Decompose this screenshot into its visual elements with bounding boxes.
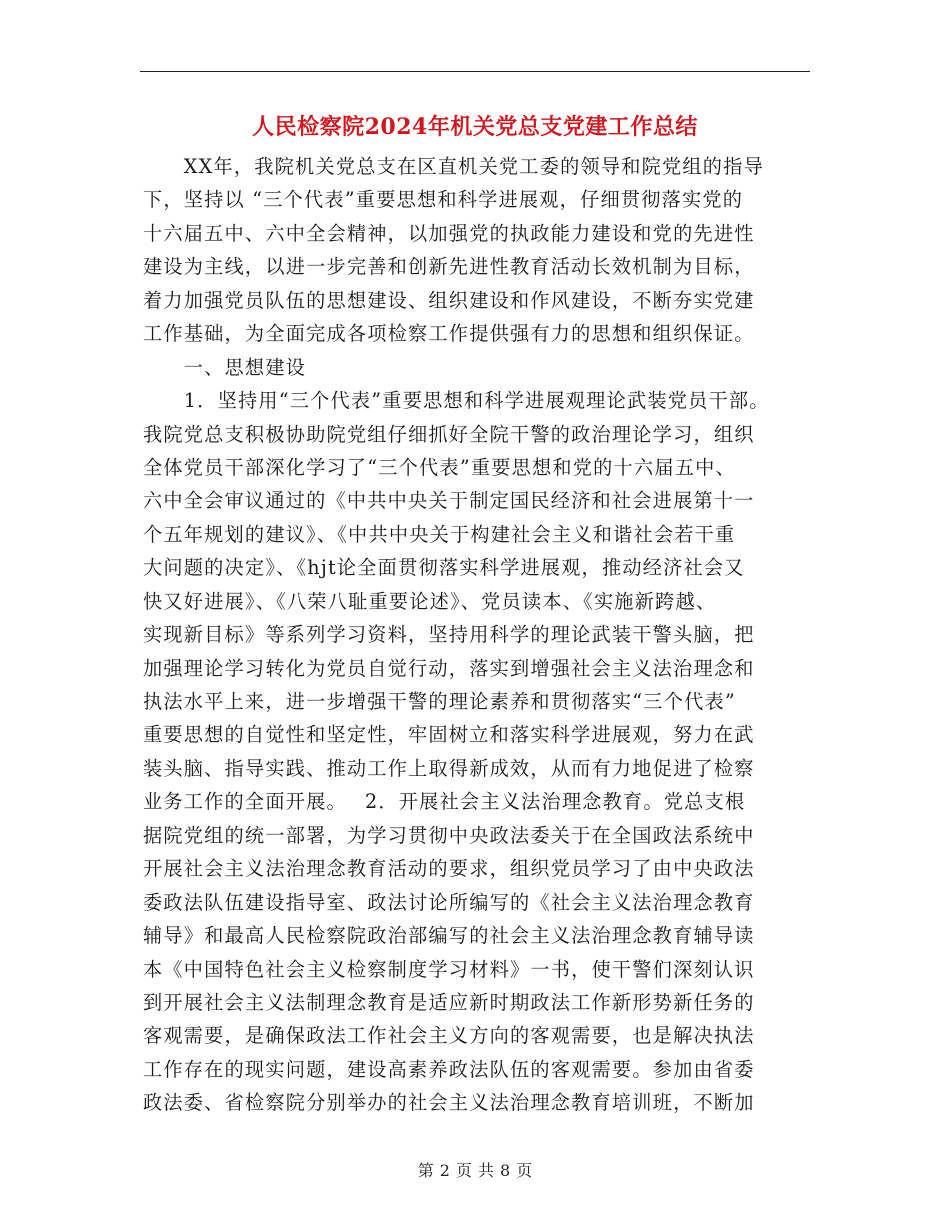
body-line: 到开展社会主义法制理念教育是适应新时期政法工作新形势新任务的 xyxy=(143,990,755,1014)
body-line: 客观需要，是确保政法工作社会主义方向的客观需要，也是解决执法 xyxy=(143,1024,755,1048)
body-line: 快又好进展》、《八荣八耻重要论述》、党员读本、《实施新跨越、 xyxy=(143,589,717,613)
body-line: 我院党总支积极协助院党组仔细抓好全院干警的政治理论学习，组织 xyxy=(143,422,755,446)
body-line: 加强理论学习转化为党员自觉行动，落实到增强社会主义法治理念和 xyxy=(143,656,755,680)
page-footer xyxy=(0,1158,950,1181)
body-line: 辅导》和最高人民检察院政治部编写的社会主义法治理念教育辅导读 xyxy=(143,924,755,948)
body-line: 重要思想的自觉性和坚定性，牢固树立和落实科学进展观，努力在武 xyxy=(143,723,755,747)
page-unit: 页 xyxy=(455,1161,472,1180)
document-body xyxy=(143,150,853,1120)
page-prefix: 第 xyxy=(417,1161,434,1180)
body-line: 业务工作的全面开展。 2．开展社会主义法治理念教育。党总支根 xyxy=(143,790,746,814)
total-prefix: 共 xyxy=(478,1161,495,1180)
body-line: 装头脑、指导实践、推动工作上取得新成效，从而有力地促进了检察 xyxy=(143,756,755,780)
body-line: 建设为主线，以进一步完善和创新先进性教育活动长效机制为目标， xyxy=(143,255,755,279)
body-line: 个五年规划的建议》、《中共中央关于构建社会主义和谐社会若干重 xyxy=(143,522,736,546)
section-heading: 一、思想建设 xyxy=(143,355,307,379)
header-rule xyxy=(140,71,810,72)
page-number: 2 xyxy=(439,1161,450,1180)
document-title: 人民检察院2024年机关党总支党建工作总结 xyxy=(252,114,698,140)
body-line: 下，坚持以 “三个代表”重要思想和科学进展观，仔细贯彻落实党的 xyxy=(143,188,744,212)
body-line: 工作基础，为全面完成各项检察工作提供强有力的思想和组织保证。 xyxy=(143,322,755,346)
body-line: 执法水平上来，进一步增强干警的理论素养和贯彻落实“三个代表” xyxy=(143,690,736,713)
body-line: XX年，我院机关党总支在区直机关党工委的领导和院党组的指导 xyxy=(143,155,764,178)
body-line: 着力加强党员队伍的思想建设、组织建设和作风建设，不断夯实党建 xyxy=(143,288,755,312)
total-pages: 8 xyxy=(500,1161,511,1180)
body-line: 十六届五中、六中全会精神，以加强党的执政能力建设和党的先进性 xyxy=(143,221,755,245)
body-line: 委政法队伍建设指导室、政法讨论所编写的《社会主义法治理念教育 xyxy=(143,890,755,914)
body-line: 1．坚持用“三个代表”重要思想和科学进展观理论武装党员干部。 xyxy=(143,389,770,413)
body-line: 政法委、省检察院分别举办的社会主义法治理念教育培训班，不断加 xyxy=(143,1091,755,1115)
body-line: 开展社会主义法治理念教育活动的要求，组织党员学习了由中央政法 xyxy=(143,857,755,881)
body-line: 工作存在的现实问题，建设高素养政法队伍的客观需要。参加由省委 xyxy=(143,1057,755,1081)
total-unit: 页 xyxy=(516,1161,533,1180)
body-line: 实现新目标》等系列学习资料，坚持用科学的理论武装干警头脑，把 xyxy=(143,623,755,647)
body-line: 本《中国特色社会主义检察制度学习材料》一书，使干警们深刻认识 xyxy=(143,957,755,981)
body-line: 据院党组的统一部署，为学习贯彻中央政法委关于在全国政法系统中 xyxy=(143,823,755,847)
body-line: 大问题的决定》、《hjt论全面贯彻落实科学进展观，推动经济社会又 xyxy=(143,556,745,580)
body-line: 全体党员干部深化学习了“三个代表”重要思想和党的十六届五中、 xyxy=(143,455,736,479)
body-line: 六中全会审议通过的《中共中央关于制定国民经济和社会进展第十一 xyxy=(143,489,755,513)
